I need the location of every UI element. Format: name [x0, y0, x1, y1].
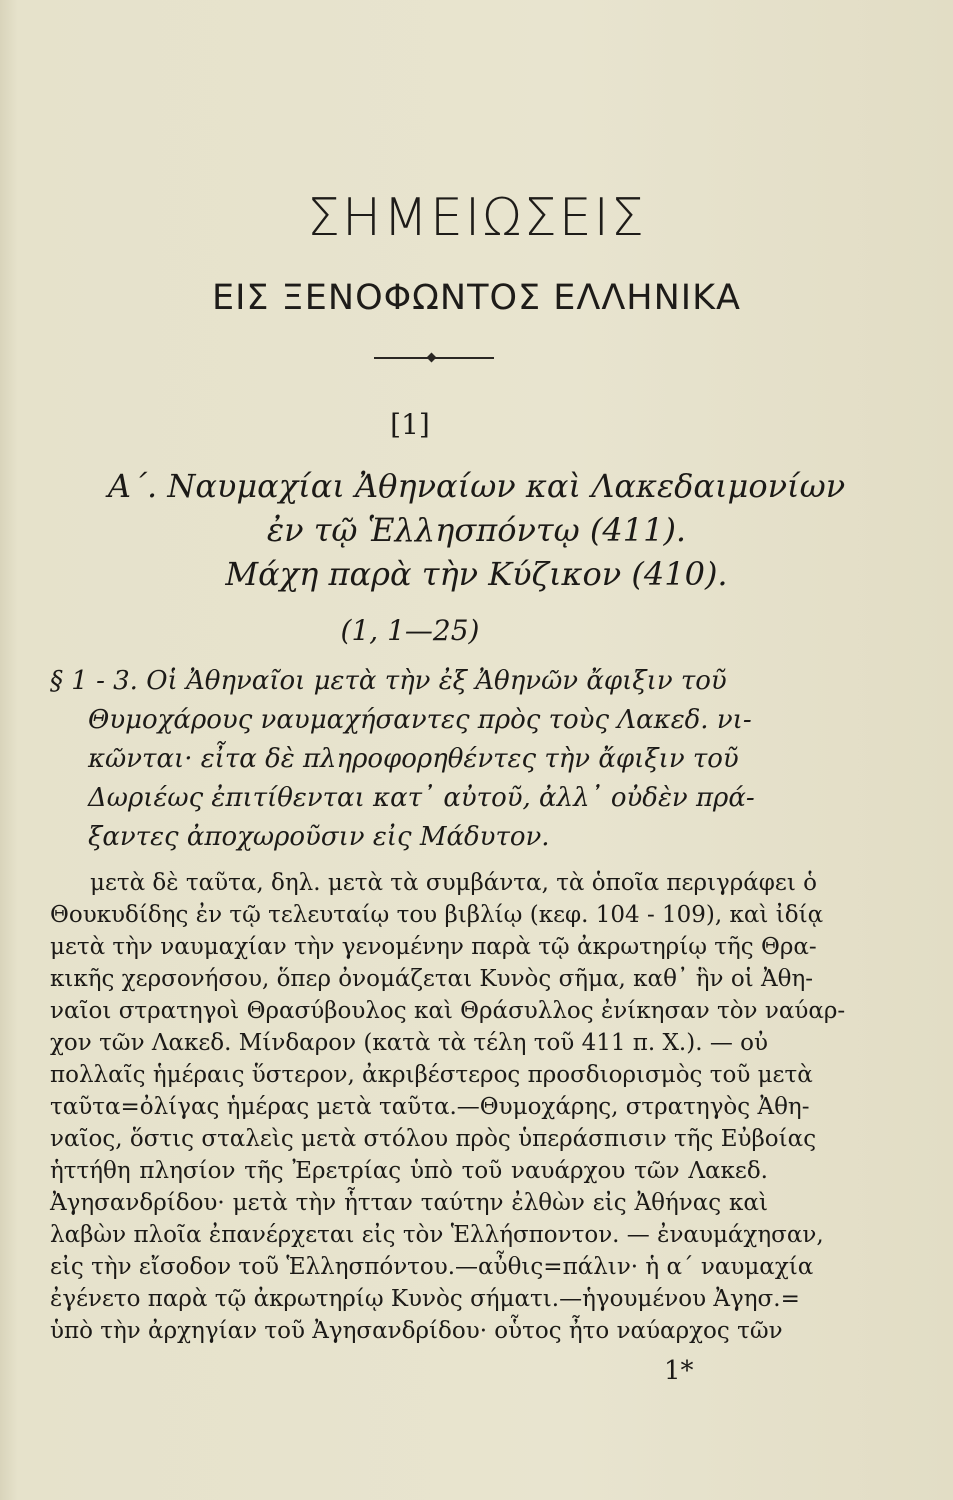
body-line: μετὰ τὴν ναυμαχίαν τὴν γενομένην παρὰ τῷ ἀκρωτηρίῳ τῆς Θρα-: [50, 934, 817, 960]
chapter-heading-line-1: Α΄. Ναυμαχίαι Ἀθηναίων καὶ Λακεδαιμονίων: [107, 467, 846, 505]
body-line: ὑπὸ τὴν ἀρχηγίαν τοῦ Ἀγησανδρίδου· οὗτος ἦτο ναύαρχος τῶν: [50, 1318, 783, 1344]
body-line: Ἀγησανδρίδου· μετὰ τὴν ἧτταν ταύτην ἐλθὼν εἰς Ἀθήνας καὶ: [50, 1190, 768, 1216]
summary-line: Θυμοχάρους ναυμαχήσαντες πρὸς τοὺς Λακεδ. νι-: [88, 705, 752, 735]
body-line: εἰς τὴν εἴσοδον τοῦ Ἑλλησπόντου.—αὖθις=πάλιν· ἡ α΄ ναυμαχία: [50, 1254, 814, 1280]
body-line: πολλαῖς ἡμέραις ὕστερον, ἀκριβέστερος προσδιορισμὸς τοῦ μετὰ: [50, 1062, 813, 1088]
summary-line: § 1 - 3. Οἱ Ἀθηναῖοι μετὰ τὴν ἐξ Ἀθηνῶν ἄφιξιν τοῦ: [50, 666, 727, 696]
page-title: ΣΗΜΕΙΩΣΕΙΣ: [307, 188, 646, 248]
body-line: κικῆς χερσονήσου, ὅπερ ὀνομάζεται Κυνὸς σῆμα, καθ᾽ ἣν οἱ Ἀθη-: [50, 966, 813, 992]
body-line: ναῖος, ὅστις σταλεὶς μετὰ στόλου πρὸς ὑπεράσπισιν τῆς Εὐβοίας: [50, 1126, 817, 1152]
chapter-heading-line-2: ἐν τῷ Ἑλλησπόντῳ (411).: [266, 511, 687, 549]
body-line: ναῖοι στρατηγοὶ Θρασύβουλος καὶ Θράσυλλος ἐνίκησαν τὸν ναύαρ-: [50, 998, 846, 1024]
page-subtitle: ΕΙΣ ΞΕΝΟΦΩΝΤΟΣ ΕΛΛΗΝΙΚΑ: [212, 278, 741, 318]
section-number: [1]: [390, 408, 430, 441]
body-line: χον τῶν Λακεδ. Μίνδαρον (κατὰ τὰ τέλη τοῦ 411 π. Χ.). — οὐ: [50, 1030, 768, 1056]
body-line: μετὰ δὲ ταῦτα, δηλ. μετὰ τὰ συμβάντα, τὰ ὁποῖα περιγράφει ὁ: [90, 870, 817, 896]
printer-signature-mark: 1*: [664, 1356, 694, 1386]
body-line: ἡττήθη πλησίον τῆς Ἐρετρίας ὑπὸ τοῦ ναυάρχου τῶν Λακεδ.: [50, 1158, 768, 1184]
body-line: ἐγένετο παρὰ τῷ ἀκρωτηρίῳ Κυνὸς σήματι.—ἡγουμένου Ἀγησ.=: [50, 1286, 800, 1312]
body-line: λαβὼν πλοῖα ἐπανέρχεται εἰς τὸν Ἑλλήσποντον. — ἐναυμάχησαν,: [50, 1222, 824, 1248]
body-line: ταῦτα=ὀλίγας ἡμέρας μετὰ ταῦτα.—Θυμοχάρης, στρατηγὸς Ἀθη-: [50, 1094, 810, 1120]
passage-reference: (1, 1—25): [340, 614, 480, 647]
summary-line: Δωριέως ἐπιτίθενται κατ᾽ αὐτοῦ, ἀλλ᾽ οὐδὲν πρά-: [88, 783, 755, 813]
ornament-divider: [374, 357, 494, 359]
summary-line: κῶνται· εἶτα δὲ πληροφορηθέντες τὴν ἄφιξιν τοῦ: [88, 744, 739, 774]
body-line: Θουκυδίδης ἐν τῷ τελευταίῳ του βιβλίῳ (κεφ. 104 - 109), καὶ ἰδίᾳ: [50, 902, 824, 928]
chapter-heading-line-3: Μάχη παρὰ τὴν Κύζικον (410).: [225, 555, 728, 593]
summary-line: ξαντες ἀποχωροῦσιν εἰς Μάδυτον.: [88, 822, 550, 852]
